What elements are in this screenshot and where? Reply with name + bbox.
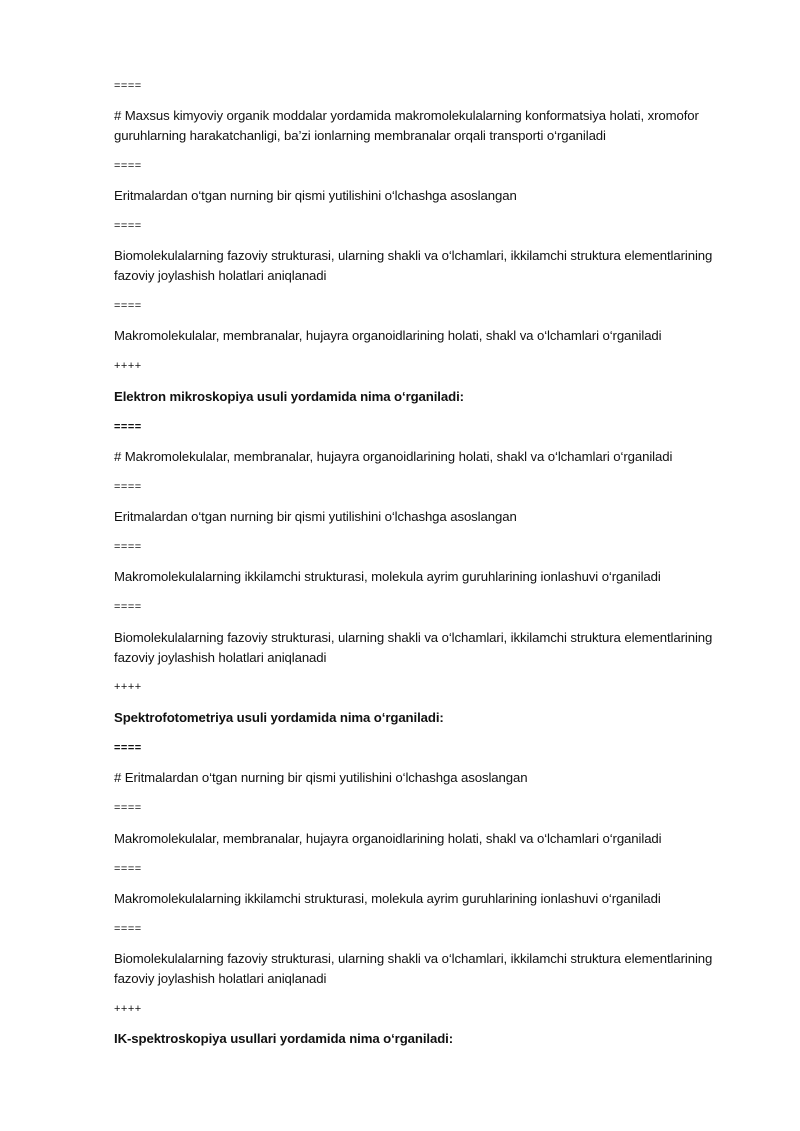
separator: ==== (114, 601, 142, 613)
answer-option: Makromolekulalar, membranalar, hujayra organoidlarining holati, shakl va o‘lchamlari o‘rganiladi (114, 831, 662, 846)
question-text: Spektrofotometriya usuli yordamida nima o‘rganiladi: (114, 710, 444, 725)
answer-option: # Makromolekulalar, membranalar, hujayra organoidlarining holati, shakl va o‘lchamlari o‘rganiladi (114, 449, 673, 464)
answer-option: Biomolekulalarning fazoviy strukturasi, ularning shakli va o‘lchamlari, ikkilamchi struktura elementlarining fazoviy joylashish holatlari aniqlanadi (114, 630, 713, 665)
answer-option: Makromolekulalarning ikkilamchi strukturasi, molekula ayrim guruhlarining ionlashuvi o‘rganiladi (114, 891, 661, 906)
separator: ==== (114, 220, 142, 232)
question-text: Elektron mikroskopiya usuli yordamida nima o‘rganiladi: (114, 389, 464, 404)
question-text: IK-spektroskopiya usullari yordamida nima o‘rganiladi: (114, 1031, 454, 1046)
separator: ==== (114, 802, 142, 814)
separator: ++++ (114, 681, 142, 693)
answer-option: # Maxsus kimyoviy organik moddalar yordamida makromolekulalarning konformatsiya holati, xromofor guruhlarning harakatchanligi, ba’zi ionlarning membranalar orqali transporti o‘rganiladi (114, 108, 699, 143)
separator: ==== (114, 80, 142, 92)
separator: ==== (114, 923, 142, 935)
separator: ++++ (114, 360, 142, 372)
separator: ==== (114, 742, 142, 754)
separator: ==== (114, 421, 142, 433)
separator: ++++ (114, 1003, 142, 1015)
separator: ==== (114, 300, 142, 312)
answer-option: # Eritmalardan o‘tgan nurning bir qismi yutilishini o‘lchashga asoslangan (114, 770, 528, 785)
answer-option: Eritmalardan o‘tgan nurning bir qismi yutilishini o‘lchashga asoslangan (114, 188, 517, 203)
separator: ==== (114, 863, 142, 875)
separator: ==== (114, 541, 142, 553)
separator: ==== (114, 481, 142, 493)
answer-option: Makromolekulalarning ikkilamchi strukturasi, molekula ayrim guruhlarining ionlashuvi o‘rganiladi (114, 569, 661, 584)
answer-option: Biomolekulalarning fazoviy strukturasi, ularning shakli va o‘lchamlari, ikkilamchi struktura elementlarining fazoviy joylashish holatlari aniqlanadi (114, 951, 713, 986)
answer-option: Eritmalardan o‘tgan nurning bir qismi yutilishini o‘lchashga asoslangan (114, 509, 517, 524)
answer-option: Biomolekulalarning fazoviy strukturasi, ularning shakli va o‘lchamlari, ikkilamchi struktura elementlarining fazoviy joylashish holatlari aniqlanadi (114, 248, 713, 283)
separator: ==== (114, 160, 142, 172)
answer-option: Makromolekulalar, membranalar, hujayra organoidlarining holati, shakl va o‘lchamlari o‘rganiladi (114, 328, 662, 343)
